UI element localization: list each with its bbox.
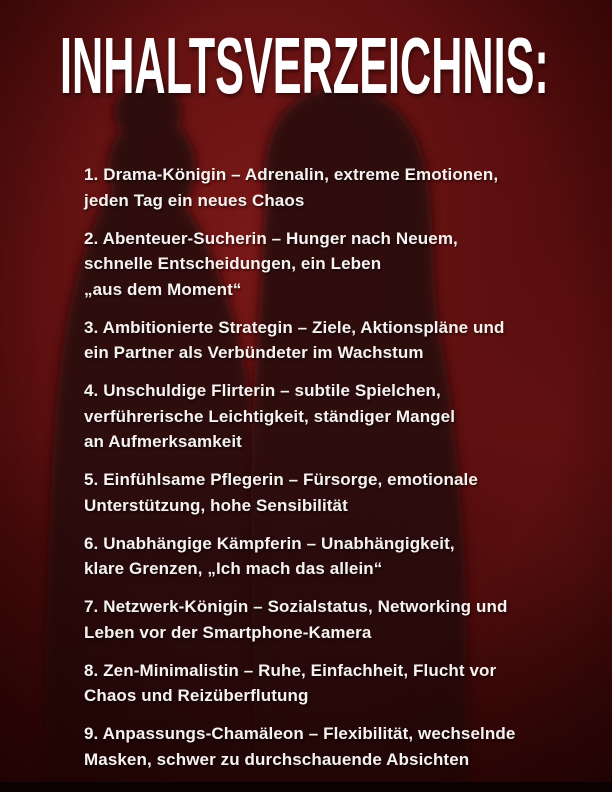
toc-line: „aus dem Moment“: [84, 279, 242, 299]
toc-line: 4. Unschuldige Flirterin – subtile Spielchen,: [84, 381, 441, 400]
toc-line: klare Grenzen, „Ich mach das allein“: [84, 559, 383, 578]
toc-item-3: [84, 315, 584, 366]
toc-line: 3. Ambitionierte Strategin – Ziele, Aktionspläne und: [84, 317, 505, 337]
toc-line: 2. Abenteuer-Sucherin – Hunger nach Neuem,: [84, 228, 458, 248]
toc-line: 9. Anpassungs-Chamäleon – Flexibilität, wechselnde: [84, 724, 516, 743]
page-title: INHALTSVERZEICHNIS:: [60, 21, 549, 110]
toc-item-8: [84, 658, 584, 709]
toc-line: Leben vor der Smartphone-Kamera: [84, 622, 372, 642]
toc-line: Unterstützung, hohe Sensibilität: [84, 495, 348, 515]
toc-line: 8. Zen-Minimalistin – Ruhe, Einfachheit, Flucht vor: [84, 660, 497, 680]
toc-item-5: [84, 467, 584, 518]
toc-line: verführerische Leichtigkeit, ständiger Mangel: [84, 406, 456, 426]
toc-line: 1. Drama-Königin – Adrenalin, extreme Emotionen,: [84, 165, 499, 184]
toc-line: 7. Netzwerk-Königin – Sozialstatus, Networking und: [84, 597, 508, 616]
toc-item-6: [84, 531, 584, 582]
toc-line: Masken, schwer zu durchschauende Absichten: [84, 749, 470, 769]
toc-line: an Aufmerksamkeit: [84, 432, 242, 451]
toc-item-1: [84, 162, 584, 213]
toc-line: schnelle Entscheidungen, ein Leben: [84, 254, 382, 273]
toc-line: 6. Unabhängige Kämpferin – Unabhängigkeit,: [84, 533, 455, 553]
toc-item-4: [84, 378, 584, 455]
toc-item-7: [84, 594, 584, 645]
toc-item-2: [84, 226, 584, 303]
toc-line: 5. Einfühlsame Pflegerin – Fürsorge, emotionale: [84, 470, 478, 489]
toc-line: jeden Tag ein neues Chaos: [84, 190, 305, 210]
toc-item-9: [84, 721, 584, 772]
toc-list: [84, 162, 584, 785]
toc-line: Chaos und Reizüberflutung: [84, 686, 309, 705]
toc-line: ein Partner als Verbündeter im Wachstum: [84, 343, 424, 362]
